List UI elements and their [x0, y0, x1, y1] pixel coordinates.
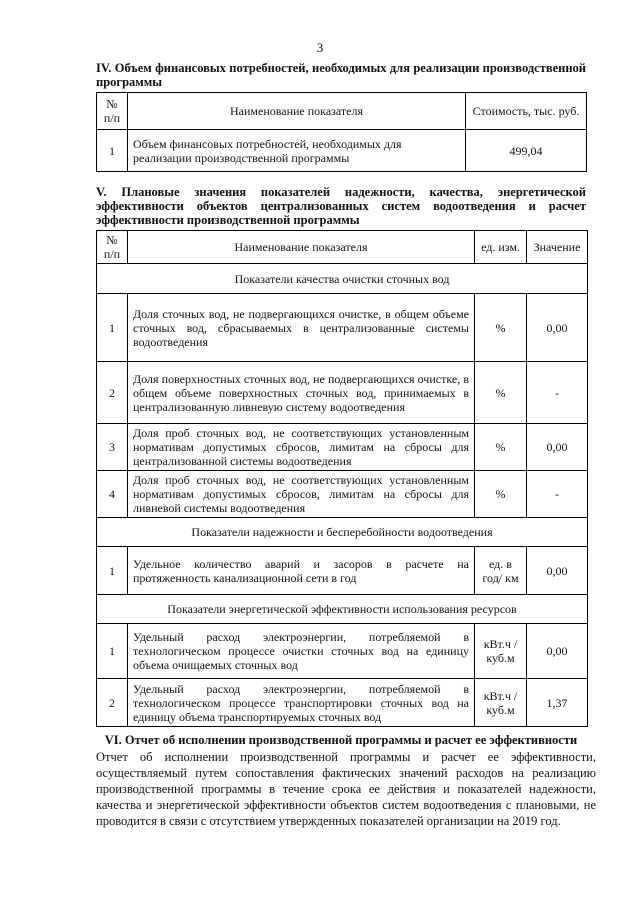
table-row [97, 547, 588, 595]
row-value: - [527, 471, 588, 518]
row-num: 2 [97, 679, 128, 727]
header-num: № п/п [97, 93, 128, 130]
row-name: Удельный расход электроэнергии, потребляемой в технологическом процессе очистки сточных вод на единицу объема очищаемых сточных вод [128, 624, 475, 679]
group-title-reliability: Показатели надежности и бесперебойности водоотведения [97, 518, 588, 547]
row-num: 1 [97, 624, 128, 679]
page-number: 3 [316, 40, 324, 55]
section-6-heading: VI. Отчет об исполнении производственной программы и расчет ее эффективности [104, 733, 578, 747]
row-unit: ед. в год/ км [475, 547, 527, 595]
table-row [97, 471, 588, 518]
row-name: Доля проб сточных вод, не соответствующих установленным нормативам допустимых сбросов, лимитам на сбросы для ливневой системы водоотведения [128, 471, 475, 518]
row-unit: кВт.ч / куб.м [475, 624, 527, 679]
header-num: № п/п [97, 231, 128, 264]
row-value: 0,00 [527, 294, 588, 362]
row-num: 1 [97, 130, 128, 172]
row-name: Удельный расход электроэнергии, потребляемой в технологическом процессе транспортировки сточных вод на единицу объема транспортируемых сточных вод [128, 679, 475, 727]
row-num: 1 [97, 547, 128, 595]
row-value: 1,37 [527, 679, 588, 727]
row-name: Доля сточных вод, не подвергающихся очистке, в общем объеме сточных вод, сбрасываемых в централизованные системы водоотведения [128, 294, 475, 362]
row-num: 2 [97, 362, 128, 424]
header-value: Значение [527, 231, 588, 264]
table-row [97, 294, 588, 362]
header-name: Наименование показателя [128, 93, 466, 130]
group-title-energy: Показатели энергетической эффективности использования ресурсов [97, 595, 588, 624]
row-value: 0,00 [527, 424, 588, 471]
row-value: 0,00 [527, 547, 588, 595]
header-name: Наименование показателя [128, 231, 475, 264]
row-unit: кВт.ч / куб.м [475, 679, 527, 727]
row-cost: 499,04 [466, 130, 587, 172]
table-row [97, 362, 588, 424]
header-cost: Стоимость, тыс. руб. [466, 93, 587, 130]
row-num: 4 [97, 471, 128, 518]
financial-needs-table [96, 92, 587, 172]
row-name: Доля проб сточных вод, не соответствующих установленным нормативам допустимых сбросов, лимитам на сбросы для централизованной системы водоотведения [128, 424, 475, 471]
section-4-heading: IV. Объем финансовых потребностей, необходимых для реализации производственной программы [96, 61, 586, 89]
table-row [97, 424, 588, 471]
table-row [97, 624, 588, 679]
row-name: Доля поверхностных сточных вод, не подвергающихся очистке, в общем объеме поверхностных сточных вод, принимаемых в централизованную ливневую систему водоотведения [128, 362, 475, 424]
group-title-quality: Показатели качества очистки сточных вод [97, 264, 588, 294]
row-value: - [527, 362, 588, 424]
row-num: 1 [97, 294, 128, 362]
row-unit: % [475, 294, 527, 362]
header-unit: ед. изм. [475, 231, 527, 264]
indicators-table [96, 230, 588, 727]
row-unit: % [475, 424, 527, 471]
row-name: Объем финансовых потребностей, необходимых для реализации производственной программы [128, 130, 466, 172]
table-row [97, 130, 587, 172]
row-unit: % [475, 362, 527, 424]
row-unit: % [475, 471, 527, 518]
section-6-paragraph: Отчет об исполнении производственной программы и расчет ее эффективности, осуществляемый путем сопоставления фактических значений расходов на реализацию производственной программы в течение срока ее действия и показателей надежности, качества и энергетической эффективности объектов систем водоотведения с плановыми, не проводится в связи с отсутствием утвержденных показателей организации на 2019 год. [96, 750, 596, 828]
row-num: 3 [97, 424, 128, 471]
table-row [97, 679, 588, 727]
row-value: 0,00 [527, 624, 588, 679]
section-5-heading: V. Плановые значения показателей надежности, качества, энергетической эффективности объектов централизованных систем водоотведения и расчет эффективности производственной программы [96, 185, 586, 227]
row-name: Удельное количество аварий и засоров в расчете на протяженность канализационной сети в год [128, 547, 475, 595]
